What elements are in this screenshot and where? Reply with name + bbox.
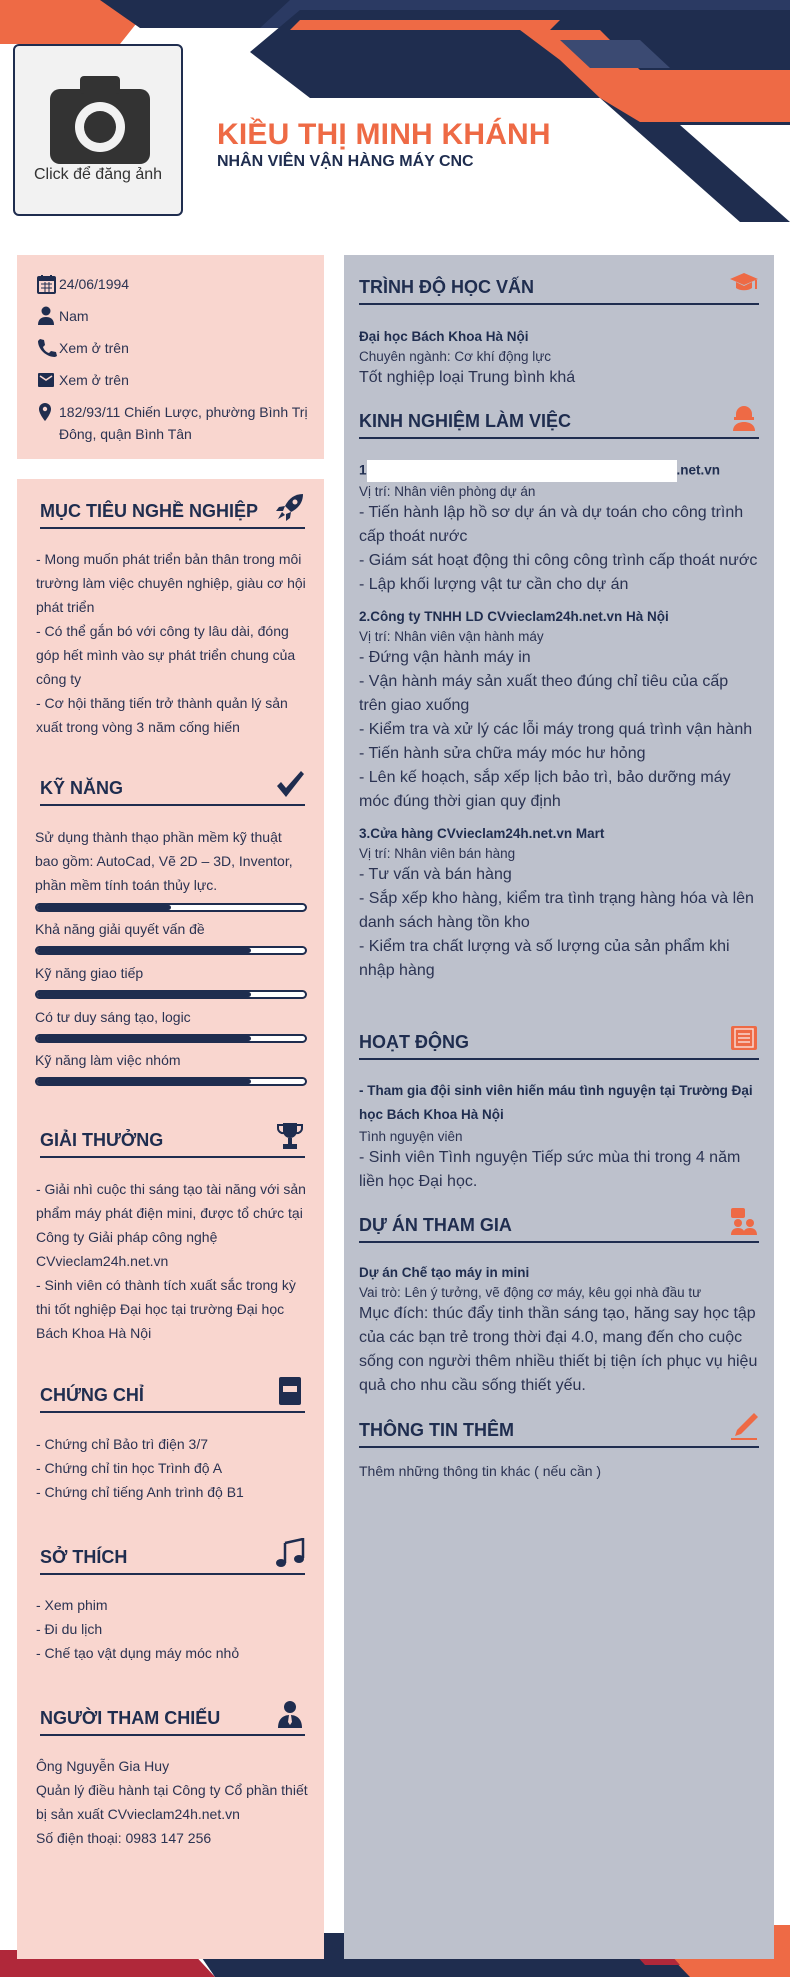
skill-bar bbox=[35, 1077, 307, 1086]
activities-header bbox=[359, 1022, 759, 1060]
project-name: Dự án Chế tạo máy in mini bbox=[359, 1265, 530, 1280]
skills-intro: Sử dụng thành thạo phần mềm kỹ thuật bao gồm: AutoCad, Vẽ 2D – 3D, Inventor, phần mềm tính toán thủy lực. bbox=[35, 829, 293, 893]
camera-icon bbox=[50, 74, 150, 164]
pen-icon bbox=[729, 1411, 759, 1441]
skill-label: Kỹ năng làm việc nhóm bbox=[35, 1052, 181, 1068]
extra-text: Thêm những thông tin khác ( nếu cần ) bbox=[359, 1463, 602, 1479]
section-title: HOẠT ĐỘNG bbox=[359, 1032, 469, 1052]
hobby-line: - Xem phim bbox=[36, 1597, 108, 1613]
graduation-cap-icon bbox=[729, 268, 759, 298]
certificate-line: - Chứng chỉ Bảo trì điện 3/7 bbox=[36, 1436, 209, 1452]
skill-label: Có tư duy sáng tạo, logic bbox=[35, 1009, 191, 1025]
skill-bar bbox=[35, 990, 307, 999]
job-position: Vị trí: Nhân viên vận hành máy bbox=[359, 629, 544, 644]
calendar-icon bbox=[37, 274, 57, 294]
skills-header bbox=[40, 768, 305, 806]
photo-upload[interactable] bbox=[13, 44, 183, 216]
references-text bbox=[36, 1754, 308, 1850]
objective-line: - Cơ hội thăng tiến trở thành quản lý sản xuất trong vòng 3 năm cống hiến bbox=[36, 695, 288, 735]
activities-text bbox=[359, 1079, 759, 1194]
hobbies-header bbox=[40, 1537, 305, 1575]
certificates-header bbox=[40, 1375, 305, 1413]
experience-text bbox=[359, 460, 759, 983]
project-desc: Mục đích: thúc đẩy tinh thần sáng tạo, hăng say học tập của các bạn trẻ trong thời đại 4.0, mang đến cho cuộc sống con người thêm nhiều thiết bị tiện ích phục vụ hiệu quả cho nhu cầu sống thiết yếu. bbox=[359, 1305, 758, 1394]
skill-bar-fill bbox=[37, 1079, 251, 1084]
job-task: - Đứng vận hành máy in bbox=[359, 649, 531, 666]
job-task: - Lập khối lượng vật tư cần cho dự án bbox=[359, 576, 629, 593]
music-icon bbox=[275, 1538, 305, 1568]
job-company: 2.Công ty TNHH LD CVvieclam24h.net.vn Hà Nội bbox=[359, 609, 669, 624]
worker-icon bbox=[729, 402, 759, 432]
contact-email bbox=[37, 369, 324, 391]
job-task: - Sắp xếp kho hàng, kiểm tra tình trạng hàng hóa và lên danh sách hàng tồn kho bbox=[359, 890, 754, 931]
certificate-line: - Chứng chỉ tiếng Anh trình độ B1 bbox=[36, 1484, 244, 1500]
education-text bbox=[359, 327, 759, 390]
certificate-line: - Chứng chỉ tin học Trình độ A bbox=[36, 1460, 223, 1476]
section-title: CHỨNG CHỈ bbox=[40, 1385, 144, 1405]
section-title: MỤC TIÊU NGHỀ NGHIỆP bbox=[40, 501, 259, 521]
skill-bar bbox=[35, 903, 307, 912]
major: Chuyên ngành: Cơ khí động lực bbox=[359, 349, 552, 364]
phone-icon bbox=[37, 338, 57, 358]
objective-text bbox=[36, 547, 308, 739]
trophy-icon bbox=[275, 1121, 305, 1151]
section-title: KỸ NĂNG bbox=[40, 778, 124, 798]
hobby-line: - Đi du lịch bbox=[36, 1621, 103, 1637]
contact-panel bbox=[17, 255, 324, 459]
objective-header bbox=[40, 491, 305, 529]
job-task: - Vận hành máy sản xuất theo đúng chỉ tiêu của cấp trên giao xuống bbox=[359, 673, 729, 714]
person-tie-icon bbox=[275, 1699, 305, 1729]
redaction-block bbox=[367, 460, 677, 482]
contact-phone bbox=[37, 337, 324, 359]
project-role: Vai trò: Lên ý tưởng, vẽ động cơ máy, kêu gọi nhà đầu tư bbox=[359, 1285, 702, 1300]
job-task: - Kiểm tra chất lượng và số lượng của sản phẩm khi nhập hàng bbox=[359, 938, 730, 979]
contact-text: Nam bbox=[59, 308, 89, 324]
section-title: DỰ ÁN THAM GIA bbox=[359, 1215, 512, 1235]
section-title: GIẢI THƯỞNG bbox=[40, 1130, 164, 1150]
reference-line: Số điện thoại: 0983 147 256 bbox=[36, 1830, 212, 1846]
skill-bar bbox=[35, 1034, 307, 1043]
job-task: - Kiểm tra và xử lý các lỗi máy trong quá trình vận hành bbox=[359, 721, 753, 738]
school-name: Đại học Bách Khoa Hà Nội bbox=[359, 329, 529, 344]
notebook-icon bbox=[729, 1023, 759, 1053]
job-task: - Tiến hành lập hồ sơ dự án và dự toán cho công trình cấp thoát nước bbox=[359, 504, 744, 545]
activity-name: - Tham gia đội sinh viên hiến máu tình nguyện tại Trường Đại học Bách Khoa Hà Nội bbox=[359, 1083, 753, 1122]
left-column bbox=[17, 479, 324, 1959]
education-result: Tốt nghiệp loại Trung bình khá bbox=[359, 369, 576, 386]
job-company: 3.Cửa hàng CVvieclam24h.net.vn Mart bbox=[359, 826, 605, 841]
team-icon bbox=[729, 1206, 759, 1236]
job-position: Vị trí: Nhân viên bán hàng bbox=[359, 846, 516, 861]
section-title: NGƯỜI THAM CHIẾU bbox=[40, 1708, 221, 1728]
section-title: THÔNG TIN THÊM bbox=[359, 1420, 514, 1440]
experience-header bbox=[359, 401, 759, 439]
certificates-text bbox=[36, 1432, 308, 1504]
skill-bar-fill bbox=[37, 1036, 251, 1041]
contact-gender bbox=[37, 305, 324, 327]
objective-line: - Có thể gắn bó với công ty lâu dài, đóng góp hết mình vào sự phát triển chung của công ty bbox=[36, 623, 296, 687]
skill-bar bbox=[35, 946, 307, 955]
activity-role: Tình nguyện viên bbox=[359, 1129, 463, 1144]
award-line: - Sinh viên có thành tích xuất sắc trong kỳ thi tốt nghiệp Đại học tại trường Đại học Bách Khoa Hà Nội bbox=[36, 1277, 296, 1341]
map-pin-icon bbox=[37, 402, 57, 422]
job-position: Vị trí: Nhân viên phòng dự án bbox=[359, 484, 536, 499]
references-header bbox=[40, 1698, 305, 1736]
skill-bar-fill bbox=[37, 905, 171, 910]
job-company-prefix: 1 bbox=[359, 462, 367, 478]
reference-line: Quản lý điều hành tại Công ty Cổ phần thiết bị sản xuất CVvieclam24h.net.vn bbox=[36, 1782, 308, 1822]
activity-desc: - Sinh viên Tình nguyện Tiếp sức mùa thi trong 4 năm liền học Đại học. bbox=[359, 1149, 741, 1190]
contact-birthday bbox=[37, 273, 324, 295]
section-title: TRÌNH ĐỘ HỌC VẤN bbox=[359, 277, 534, 297]
skill-bar-fill bbox=[37, 948, 251, 953]
certificate-icon bbox=[275, 1376, 305, 1406]
projects-text bbox=[359, 1263, 759, 1398]
check-icon bbox=[275, 769, 305, 799]
awards-header bbox=[40, 1120, 305, 1158]
job-company bbox=[359, 460, 759, 482]
hobby-line: - Chế tạo vật dụng máy móc nhỏ bbox=[36, 1645, 240, 1661]
user-icon bbox=[37, 306, 57, 326]
section-title: SỞ THÍCH bbox=[40, 1547, 128, 1567]
reference-line: Ông Nguyễn Gia Huy bbox=[36, 1758, 170, 1774]
job-company-suffix: .net.vn bbox=[676, 462, 721, 478]
extra-header bbox=[359, 1410, 759, 1448]
skill-bar-fill bbox=[37, 992, 251, 997]
hobbies-text bbox=[36, 1593, 308, 1665]
section-title: KINH NGHIỆM LÀM VIỆC bbox=[359, 411, 572, 431]
right-column bbox=[344, 255, 774, 1959]
objective-line: - Mong muốn phát triển bản thân trong môi trường làm việc chuyên nghiệp, giàu cơ hội phát triển bbox=[36, 551, 306, 615]
awards-text bbox=[36, 1177, 308, 1345]
job-task: - Giám sát hoạt động thi công công trình cấp thoát nước bbox=[359, 552, 758, 569]
contact-text: Xem ở trên bbox=[59, 372, 129, 388]
job-title: NHÂN VIÊN VẬN HÀNG MÁY CNC bbox=[217, 153, 474, 170]
job-task: - Lên kế hoạch, sắp xếp lịch bảo trì, bảo dưỡng máy móc đúng thời gian quy định bbox=[359, 769, 731, 810]
contact-address bbox=[37, 401, 324, 445]
contact-text: 24/06/1994 bbox=[59, 276, 130, 292]
contact-text: Xem ở trên bbox=[59, 340, 129, 356]
rocket-icon bbox=[275, 492, 305, 522]
photo-caption: Click để đăng ảnh bbox=[33, 166, 163, 183]
contact-text: 182/93/11 Chiến Lược, phường Bình Trị Đông, quận Bình Tân bbox=[59, 404, 308, 442]
projects-header bbox=[359, 1205, 759, 1243]
education-header bbox=[359, 267, 759, 305]
skill-label: Khả năng giải quyết vấn đề bbox=[35, 921, 205, 937]
award-line: - Giải nhì cuộc thi sáng tạo tài năng với sản phẩm máy phát điện mini, được tổ chức tại Công ty Giải pháp công nghệ CVvieclam24h.net.vn bbox=[36, 1181, 306, 1269]
job-task: - Tiến hành sửa chữa máy móc hư hỏng bbox=[359, 745, 646, 762]
job-task: - Tư vấn và bán hàng bbox=[359, 866, 512, 883]
envelope-icon bbox=[37, 370, 57, 390]
skill-label: Kỹ năng giao tiếp bbox=[35, 965, 144, 981]
full-name: KIỀU THỊ MINH KHÁNH bbox=[217, 118, 551, 151]
